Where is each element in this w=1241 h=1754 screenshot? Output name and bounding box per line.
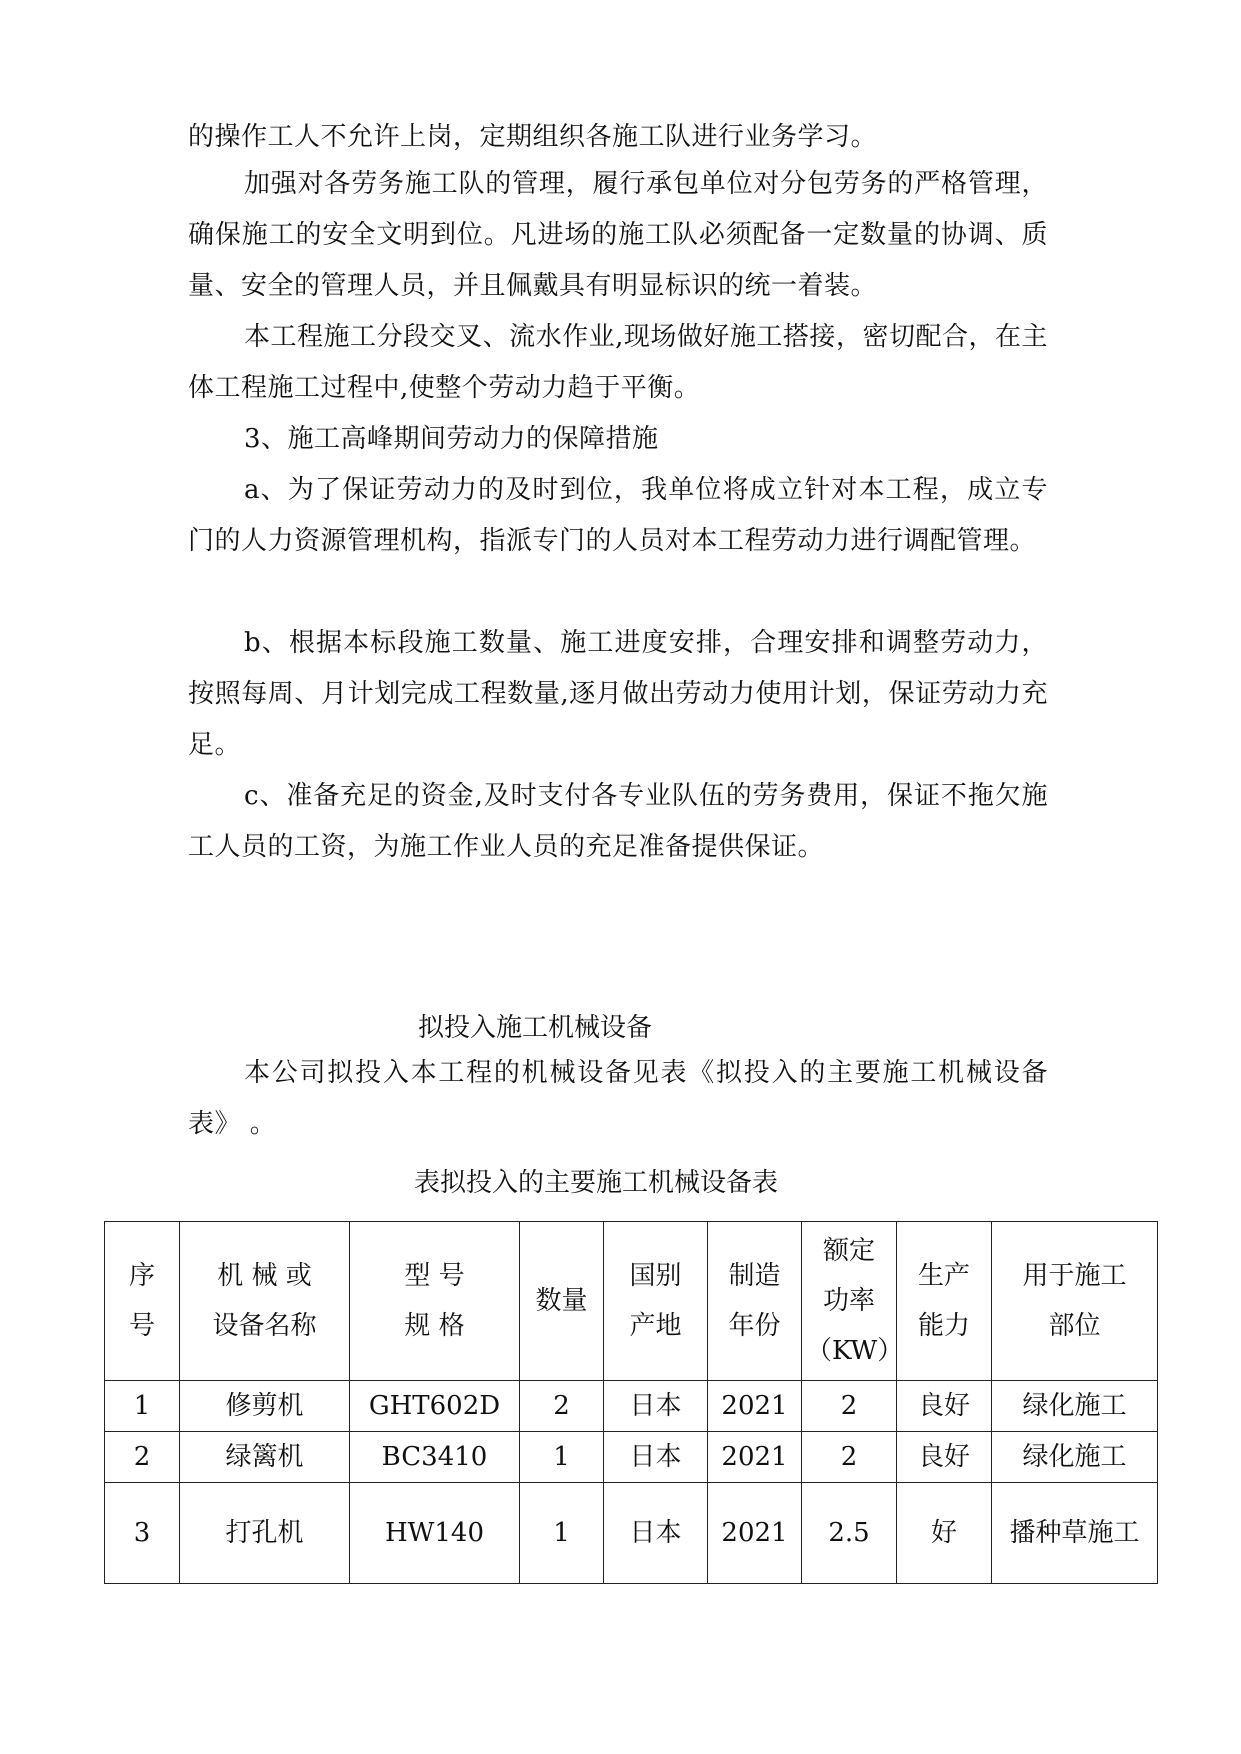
cell-name: 打孔机: [180, 1483, 350, 1584]
header-seq: 序 号: [105, 1222, 180, 1381]
cell-model: BC3410: [350, 1432, 520, 1483]
cell-origin: 日本: [604, 1381, 708, 1432]
paragraph-1: 的操作工人不允许上岗，定期组织各施工队进行业务学习。: [188, 122, 878, 152]
cell-capacity: 好: [897, 1483, 992, 1584]
cell-power: 2.5: [802, 1483, 897, 1584]
cell-usage: 播种草施工: [992, 1483, 1158, 1584]
header-year: 制造 年份: [708, 1222, 802, 1381]
cell-name: 绿篱机: [180, 1432, 350, 1483]
table-header-row: [105, 1222, 1158, 1381]
cell-seq: 2: [105, 1432, 180, 1483]
cell-capacity: 良好: [897, 1381, 992, 1432]
cell-seq: 3: [105, 1483, 180, 1584]
cell-origin: 日本: [604, 1432, 708, 1483]
header-power: 额定 功率 （KW）: [802, 1222, 897, 1381]
paragraph-6: b、根据本标段施工数量、施工进度安排，合理安排和调整劳动力，按照每周、月计划完成工程数量,逐月做出劳动力使用计划，保证劳动力充足。: [188, 628, 1048, 760]
cell-name: 修剪机: [180, 1381, 350, 1432]
cell-capacity: 良好: [897, 1432, 992, 1483]
paragraph-3: 本工程施工分段交叉、流水作业,现场做好施工搭接，密切配合，在主体工程施工过程中,使整个劳动力趋于平衡。: [188, 322, 1048, 403]
header-usage: 用于施工 部位: [992, 1222, 1158, 1381]
section-heading: 拟投入施工机械设备: [418, 1013, 653, 1043]
section-intro: 本公司拟投入本工程的机械设备见表《拟投入的主要施工机械设备表》 。: [188, 1058, 1048, 1139]
paragraph-5: a、为了保证劳动力的及时到位，我单位将成立针对本工程，成立专门的人力资源管理机构，指派专门的人员对本工程劳动力进行调配管理。: [188, 475, 1048, 556]
table-title: 表拟投入的主要施工机械设备表: [414, 1168, 779, 1198]
header-capacity: 生产 能力: [897, 1222, 992, 1381]
cell-year: 2021: [708, 1381, 802, 1432]
header-qty: 数量: [520, 1222, 604, 1381]
cell-origin: 日本: [604, 1483, 708, 1584]
paragraph-7: c、准备充足的资金,及时支付各专业队伍的劳务费用，保证不拖欠施工人员的工资，为施工作业人员的充足准备提供保证。: [188, 781, 1048, 862]
header-origin: 国别 产地: [604, 1222, 708, 1381]
table-row: [105, 1381, 1158, 1432]
table-row: [105, 1483, 1158, 1584]
header-model: 型 号 规 格: [350, 1222, 520, 1381]
cell-seq: 1: [105, 1381, 180, 1432]
cell-power: 2: [802, 1381, 897, 1432]
paragraph-2: 加强对各劳务施工队的管理，履行承包单位对分包劳务的严格管理，确保施工的安全文明到位。凡进场的施工队必须配备一定数量的协调、质量、安全的管理人员，并且佩戴具有明显标识的统一着装。: [188, 169, 1048, 301]
paragraph-4: 3、施工高峰期间劳动力的保障措施: [244, 424, 659, 454]
cell-qty: 1: [520, 1483, 604, 1584]
cell-power: 2: [802, 1432, 897, 1483]
cell-usage: 绿化施工: [992, 1381, 1158, 1432]
cell-qty: 2: [520, 1381, 604, 1432]
cell-qty: 1: [520, 1432, 604, 1483]
table-row: [105, 1432, 1158, 1483]
cell-model: GHT602D: [350, 1381, 520, 1432]
cell-model: HW140: [350, 1483, 520, 1584]
cell-usage: 绿化施工: [992, 1432, 1158, 1483]
header-name: 机 械 或 设备名称: [180, 1222, 350, 1381]
equipment-table: [104, 1221, 1158, 1584]
cell-year: 2021: [708, 1432, 802, 1483]
cell-year: 2021: [708, 1483, 802, 1584]
